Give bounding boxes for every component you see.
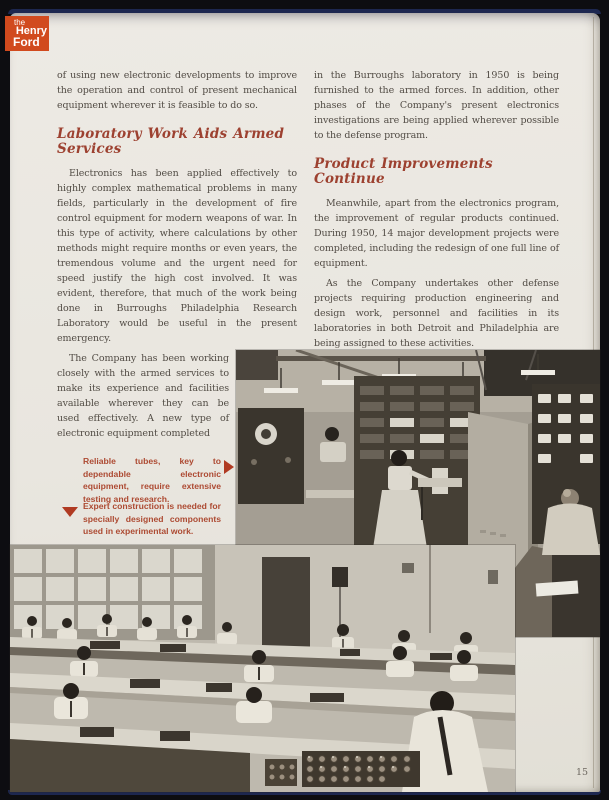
left-paragraph-1: Electronics has been applied effectively to highly complex mathematical problems in many fields, particularly in the development of fire control equipment for modern weapons of war. In this type of activity, where calculations by other methods might require months or even years, the tremendous volume and the urgent need for speed justify the high cost involved. It was evident, therefore, that much of the work being done in Burroughs Philadelphia Research Laboratory would be useful in the present emergency. [57,168,297,344]
column-right [314,68,559,356]
logo-henry: Henry [15,25,47,37]
right-paragraph-2: As the Company undertakes other defense projects requiring production engineering and design work, personnel and facilities in its laboratories in both Detroit and Philadelphia are being assigned to these activities. [314,278,559,349]
left-paragraph-2: The Company has been working closely with the armed services to make its experience and facilities available wherever they can be used effectively. A new type of electronic equipment completed [57,353,229,439]
photo-assembly-room [10,545,515,792]
left-intro-paragraph: of using new electronic developments to improve the operation and control of present mechanical equipment wherever it is feasible to do so. [57,70,297,111]
document-page [10,13,600,792]
caption-expert-construction: Expert construction is needed for specially designed components used in experimental work. [83,501,221,536]
page-number: 15 [576,767,589,778]
right-triangle-icon [224,460,234,474]
logo-the: the [14,18,26,27]
henry-ford-logo [5,16,49,51]
left-section-heading: Laboratory Work Aids Armed Services [57,126,285,157]
right-paragraph-1: Meanwhile, apart from the electronics program, the improvement of regular products continued. During 1950, 14 major development projects were completed, including the redesign of one full line of equipment. [314,198,559,269]
right-section-heading: Product Improvements Continue [314,156,493,187]
caption-reliable-tubes: Reliable tubes, key to dependable electronic equipment, require extensive testing and research. [83,456,221,504]
down-triangle-icon [62,507,78,517]
logo-ford: Ford [13,35,40,49]
right-intro-paragraph: in the Burroughs laboratory in 1950 is being furnished to the armed forces. In addition, other phases of the Company's present electronics investigations are being applied wherever possible to the defense program. [314,70,559,141]
